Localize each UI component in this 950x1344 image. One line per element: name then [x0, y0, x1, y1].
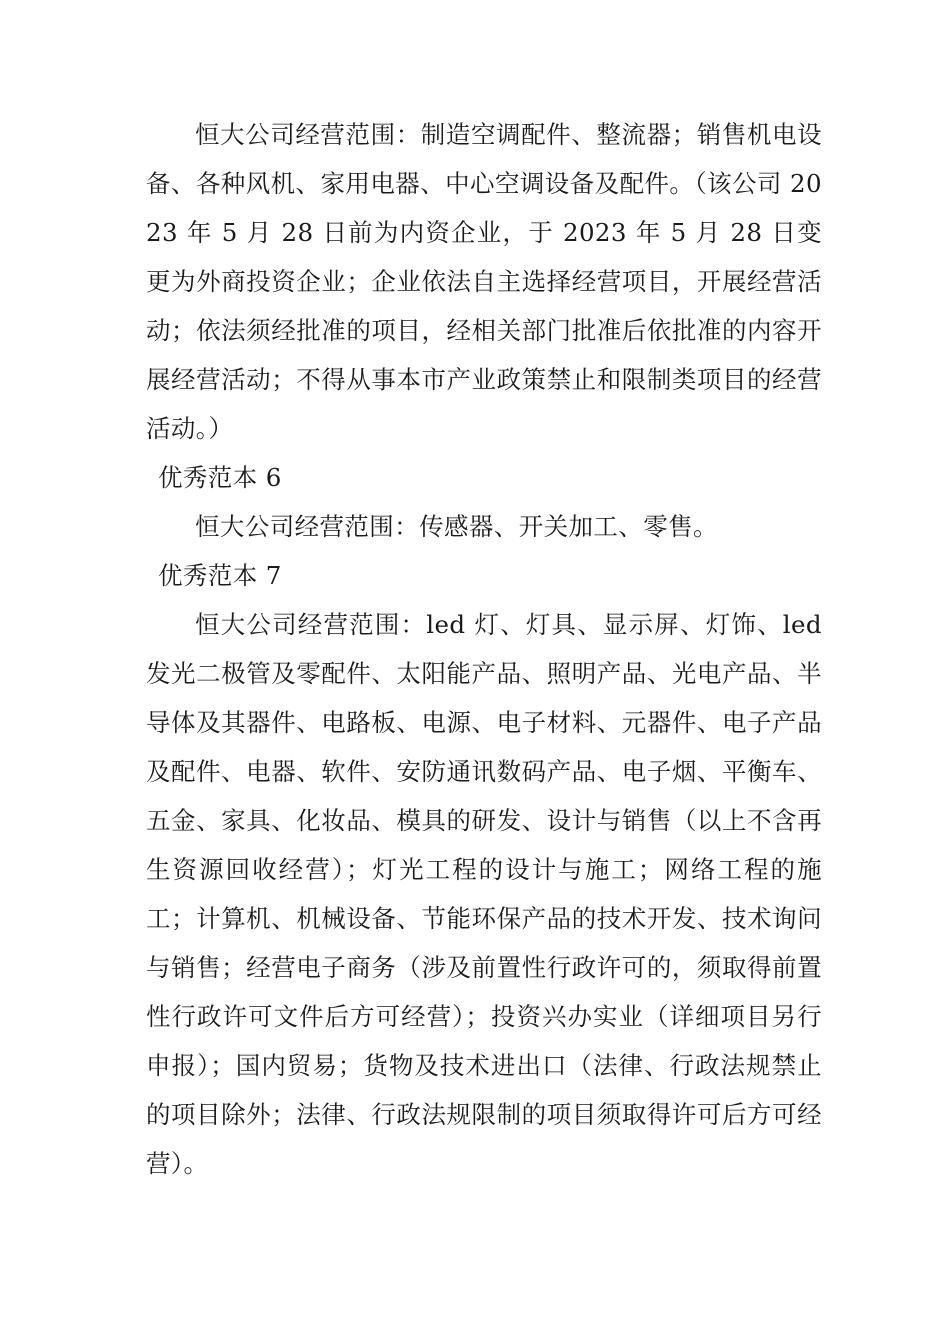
section-heading-7: 优秀范本 7 [158, 561, 282, 590]
paragraph-business-scope-3: 恒大公司经营范围：led 灯、灯具、显示屏、灯饰、led 发光二极管及零配件、太阳能产品、照明产品、光电产品、半导体及其器件、电路板、电源、电子材料、元器件、电子产品及配件、电器、软件、安防通讯数码产品、电子烟、平衡车、五金、家具、化妆品、模具的研发、设计与销售（以上不含再生资源回收经营）；灯光工程的设计与施工；网络工程的施工；计算机、机械设备、节能环保产品的技术开发、技术询问与销售；经营电子商务（涉及前置性行政许可的，须取得前置性行政许可文件后方可经营）；投资兴办实业（详细项目另行申报）；国内贸易；货物及技术进出口（法律、行政法规禁止的项目除外；法律、行政法规限制的项目须取得许可后方可经营）。 [146, 610, 822, 1178]
section-heading-6: 优秀范本 6 [158, 463, 282, 492]
paragraph-business-scope-2: 恒大公司经营范围：传感器、开关加工、零售。 [195, 512, 718, 541]
document-body [146, 110, 822, 1188]
paragraph-business-scope-1: 恒大公司经营范围：制造空调配件、整流器；销售机电设备、各种风机、家用电器、中心空调设备及配件。（该公司 2023 年 5 月 28 日前为内资企业，于 2023 年 5 月 28 日变更为外商投资企业；企业依法自主选择经营项目，开展经营活动；依法须经批准的项目，经相关部门批准后依批准的内容开展经营活动；不得从事本市产业政策禁止和限制类项目的经营活动。） [146, 120, 822, 443]
